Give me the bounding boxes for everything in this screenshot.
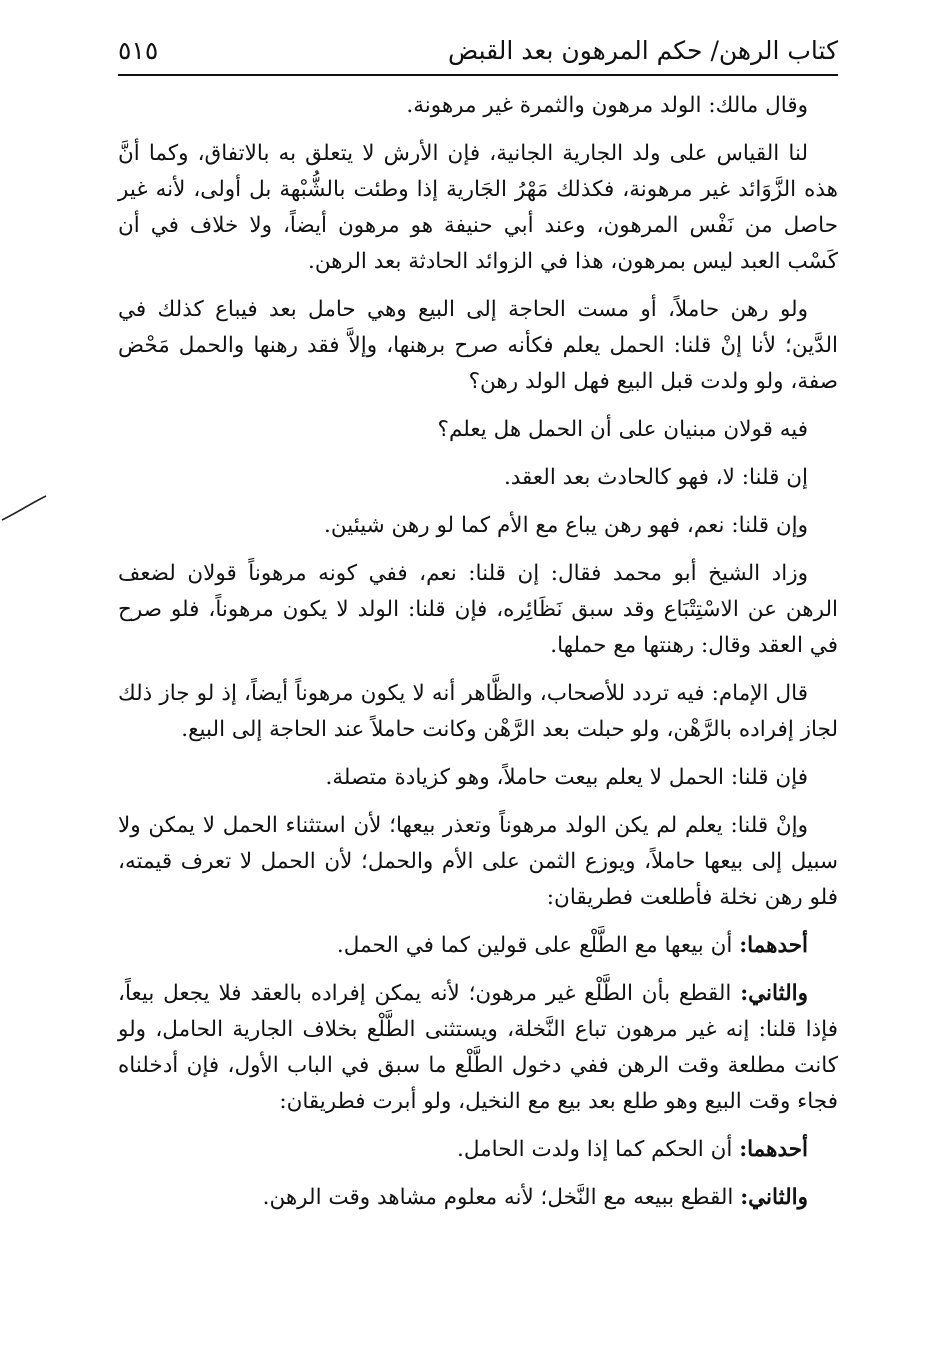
- paragraph: فإن قلنا: الحمل لا يعلم بيعت حاملاً، وهو كزيادة متصلة.: [325, 765, 808, 790]
- term-label: أحدهما:: [739, 933, 808, 958]
- paragraph: ولو رهن حاملاً، أو مست الحاجة إلى البيع وهي حامل بعد فيباع كذلك في الدَّين؛ لأنا إنْ قلنا: الحمل يعلم فكأنه صرح برهنها، وإلاَّ فقد رهنها والحمل مَحْض صفة، ولو ولدت قبل البيع فهل الولد رهن؟: [118, 297, 838, 394]
- paragraph: وإن قلنا: نعم، فهو رهن يباع مع الأم كما لو رهن شيئين.: [324, 513, 808, 538]
- page-body: [118, 88, 838, 1216]
- term-label: والثاني:: [740, 981, 808, 1006]
- paragraph: وقال مالك: الولد مرهون والثمرة غير مرهونة.: [406, 93, 808, 118]
- chapter-title: كتاب الرهن/ حكم المرهون بعد القبض: [447, 36, 838, 65]
- running-header: [118, 30, 838, 76]
- paragraph: [118, 928, 838, 964]
- paragraph: وزاد الشيخ أبو محمد فقال: إن قلنا: نعم، ففي كونه مرهوناً قولان لضعف الرهن عن الاسْتِتْبَاع وقد سبق نَظَائِره، فإن قلنا: الولد لا يكون مرهوناً، فلو صرح في العقد وقال: رهنتها مع حملها.: [118, 561, 838, 658]
- paragraph: إن قلنا: لا، فهو كالحادث بعد العقد.: [503, 465, 808, 490]
- paragraph: [118, 976, 838, 1120]
- paragraph: فيه قولان مبنيان على أن الحمل هل يعلم؟: [437, 417, 808, 442]
- term-label: أحدهما:: [739, 1137, 808, 1162]
- paragraph: وإنْ قلنا: يعلم لم يكن الولد مرهوناً وتعذر بيعها؛ لأن استثناء الحمل لا يمكن ولا سبيل إلى بيعها حاملاً، ويوزع الثمن على الأم والحمل؛ لأن الحمل لا تعرف قيمته، فلو رهن نخلة فأطلعت فطريقان:: [118, 813, 838, 910]
- paragraph-text: أن بيعها مع الطَّلْع على قولين كما في الحمل.: [336, 933, 740, 958]
- paragraph-text: القطع ببيعه مع النَّخل؛ لأنه معلوم مشاهد وقت الرهن.: [262, 1185, 741, 1210]
- term-label: والثاني:: [740, 1185, 808, 1210]
- page-number: ٥١٥: [118, 36, 159, 65]
- paragraph-text: القطع بأن الطَّلْع غير مرهون؛ لأنه يمكن إفراده بالعقد فلا يجعل بيعاً، فإذا قلنا: إنه غير مرهون تباع النَّخلة، ويستثنى الطَّلْع بخلاف الجارية الحامل، ولو كانت مطلعة وقت الرهن ففي دخول الطَّلْع ما سبق في الباب الأول، فإن أدخلناه فجاء وقت البيع وهو طلع بعد بيع مع النخيل، ولو أبرت فطريقان:: [118, 981, 838, 1114]
- paragraph: [118, 1132, 838, 1168]
- paragraph: [118, 1180, 838, 1216]
- paragraph: قال الإمام: فيه تردد للأصحاب، والظَّاهر أنه لا يكون مرهوناً أيضاً، إذ لو جاز ذلك لجاز إفراده بالرَّهْن، ولو حبلت بعد الرَّهْن وكانت حاملاً عند الحاجة إلى البيع.: [118, 681, 838, 742]
- paragraph-text: أن الحكم كما إذا ولدت الحامل.: [457, 1137, 740, 1162]
- margin-pen-stroke: [0, 480, 60, 540]
- document-page: [118, 30, 838, 1228]
- paragraph: لنا القياس على ولد الجارية الجانية، فإن الأرش لا يتعلق به بالاتفاق، وكما أنَّ هذه الزَّوَائد غير مرهونة، فكذلك مَهْرُ الجَارية إذا وطئت بالشُّبْهة بل أولى، لأنه غير حاصل من نَفْس المرهون، وعند أبي حنيفة هو مرهون أيضاً، ولا خلاف في أن كَسْب العبد ليس بمرهون، هذا في الزوائد الحادثة بعد الرهن.: [118, 141, 838, 274]
